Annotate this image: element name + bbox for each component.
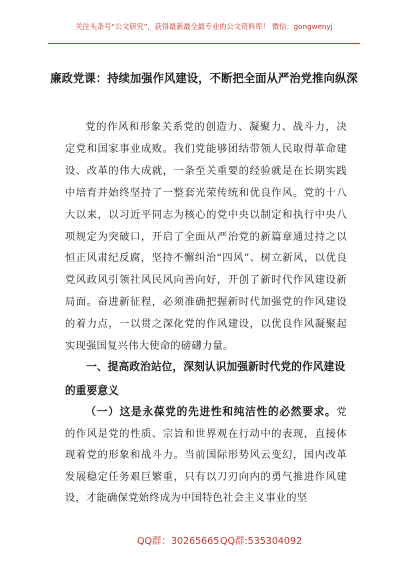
document-title: 廉政党课：持续加强作风建设，不断把全面从严治党推向纵深 bbox=[50, 71, 358, 85]
footer-qq-group-1: QQ群：30265665 bbox=[137, 536, 220, 547]
section-heading: 一、提高政治站位，深刻认识加强新时代党的作风建设的重要意义 bbox=[65, 361, 346, 397]
body-paragraph: 党的作风和形象关系党的创造力、凝聚力、战斗力，决定党和国家事业成败。我们党能够团结带领人民取得革命建设、改革的伟大成就，一条至关重要的经验就是在长期实践中培育并始终坚持了一整套光荣传统和优良作风。党的十八大以来，以习近平同志为核心的党中央以制定和执行中央八项规定为突破口，开启了全面从严治党的新篇章通过持之以恒正风肃纪反腐，坚持不懈纠治“四风”、树立新风，以优良党风政风引领社风民风向善向好，开创了新时代作风建设新局面。奋进新征程，必须准确把握新时代加强党的作风建设的着力点，一以贯之深化党的作风建设，以优良作风凝聚起实现强国复兴伟大使命的磅礴力量。 bbox=[65, 122, 347, 353]
document-body bbox=[65, 117, 347, 358]
footer-qq-group-2: QQ群:535304092 bbox=[220, 536, 303, 547]
header-promo-text: 关注头条号“公文研究”，获得最新最全最专业的公文资料库！ 微信：gongwenyj bbox=[75, 22, 333, 31]
subsection-paragraph bbox=[65, 402, 347, 510]
subsection-lead: （一）这是永葆党的先进性和纯洁性的必然要求。 bbox=[85, 406, 337, 418]
subsection-text: 党的作风是党的性质、宗旨和世界观在行动中的表现，直接体现着党的形象和战斗力。当前国际形势风云变幻，国内改革发展稳定任务艰巨繁重，只有以刀刃向内的勇气推进作风建设，才能确保党始终成为中国特色社会主义事业的坚 bbox=[65, 407, 347, 505]
header-divider bbox=[48, 43, 360, 44]
